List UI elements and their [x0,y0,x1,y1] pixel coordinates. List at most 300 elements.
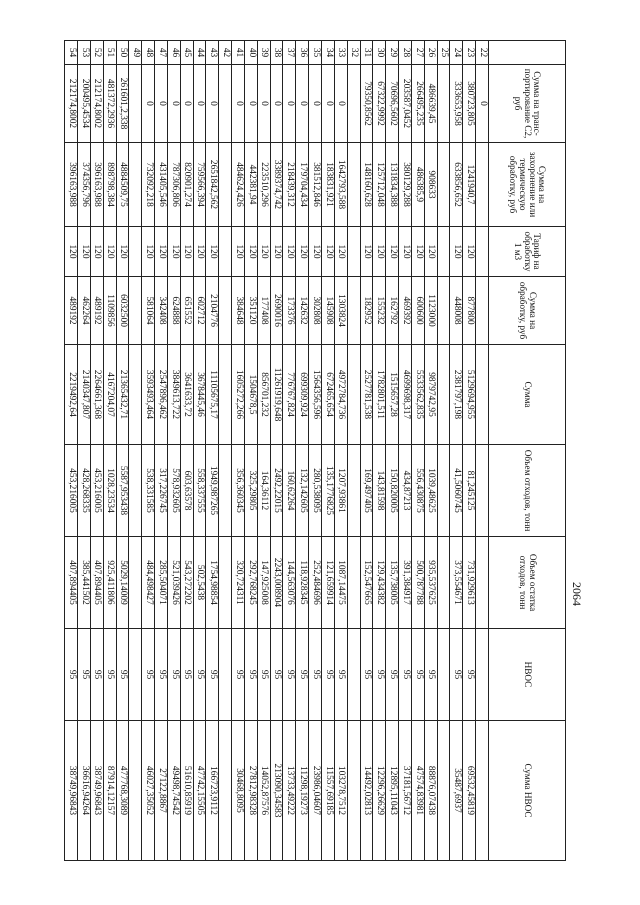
cell-total-sum: 1605272,266 [232,345,245,445]
cell-transport-sum: 0 [296,65,309,143]
cell-transport-sum: 0 [270,65,283,143]
cell-processing-sum: 2104776 [206,277,219,345]
cell-tariff: 120 [373,227,386,277]
header-row-number [489,41,566,65]
cell-residue-volume: 118,928345 [296,537,309,629]
cell-row-number: 34 [322,41,335,65]
cell-nvos: 95 [411,629,424,721]
cell-processing-sum: 602712 [193,277,206,345]
cell-nvos: 95 [283,629,296,721]
cell-nvos-sum: 477768,3089 [116,721,129,861]
cell-nvos: 95 [103,629,116,721]
cell-processing-sum: 600600 [411,277,424,345]
cell-residue-volume: 2243,008904 [270,537,283,629]
cell-row-number: 38 [270,41,283,65]
cell-waste-volume: 603,63578 [180,445,193,537]
cell-total-sum [129,345,142,445]
cell-total-sum [476,345,489,445]
cell-row-number: 24 [450,41,463,65]
cell-residue-volume [219,537,232,629]
cell-waste-volume: 556,430875 [411,445,424,537]
cell-nvos-sum: 30468,8095 [232,721,245,861]
cell-nvos: 95 [322,629,335,721]
cell-burial-sum: 223510,296 [257,143,270,227]
cell-tariff: 120 [322,227,335,277]
cell-residue-volume: 1754,98854 [206,537,219,629]
cell-transport-sum: 0 [257,65,270,143]
cell-total-sum [437,345,450,445]
cell-nvos [347,629,360,721]
cell-processing-sum: 581064 [142,277,155,345]
table-row [424,41,437,861]
cell-nvos: 95 [232,629,245,721]
cell-residue-volume: 252,484696 [309,537,322,629]
cell-tariff: 120 [360,227,373,277]
cell-burial-sum: 908633 [424,143,437,227]
cell-row-number: 43 [206,41,219,65]
cell-burial-sum: 125712,048 [373,143,386,227]
cell-waste-volume: 143,81598 [373,445,386,537]
cell-burial-sum: 374356,796 [78,143,91,227]
cell-processing-sum [219,277,232,345]
cell-waste-volume [476,445,489,537]
header-burial-sum: Сумма на захоронение или термическую обработку, руб [489,143,566,227]
cell-row-number: 44 [193,41,206,65]
cell-processing-sum: 448008 [450,277,463,345]
cell-nvos: 95 [193,629,206,721]
cell-processing-sum: 351120 [244,277,257,345]
table-row [309,41,322,861]
cell-row-number: 52 [90,41,103,65]
cell-row-number: 47 [155,41,168,65]
cell-row-number: 39 [257,41,270,65]
table-row [283,41,296,861]
header-nvos: НВОС [489,629,566,721]
cell-row-number: 35 [309,41,322,65]
cell-transport-sum: 0 [193,65,206,143]
cell-processing-sum: 462264 [78,277,91,345]
cell-row-number: 53 [78,41,91,65]
cell-total-sum: 3593493,464 [142,345,155,445]
cell-residue-volume: 484,498427 [142,537,155,629]
cell-transport-sum: 0 [232,65,245,143]
cell-nvos [476,629,489,721]
cell-nvos-sum [219,721,232,861]
cell-total-sum [219,345,232,445]
cell-burial-sum: 442381,94 [244,143,257,227]
cell-transport-sum: 333653,958 [450,65,463,143]
cell-nvos: 95 [244,629,257,721]
table-row [244,41,257,861]
cell-nvos: 95 [309,629,322,721]
cell-row-number: 27 [411,41,424,65]
cell-row-number: 32 [347,41,360,65]
cell-nvos: 95 [399,629,412,721]
cell-row-number: 48 [142,41,155,65]
cell-total-sum: 2219492,64 [65,345,78,445]
header-nvos-sum: Сумма НВОС [489,721,566,861]
cell-nvos: 95 [296,629,309,721]
cell-transport-sum: 212174,8002 [90,65,103,143]
table-row [463,41,476,861]
cell-nvos-sum: 87914,12157 [103,721,116,861]
cell-total-sum: 1564356,596 [309,345,322,445]
cell-total-sum: 4972784,736 [334,345,347,445]
cell-total-sum: 1515657,28 [386,345,399,445]
table-row [167,41,180,861]
table-row [65,41,78,861]
cell-burial-sum: 732092,218 [142,143,155,227]
cell-row-number: 33 [334,41,347,65]
cell-processing-sum: 302808 [309,277,322,345]
cell-waste-volume: 81,245125 [463,445,476,537]
cell-residue-volume: 292,768245 [244,537,257,629]
table-body [65,41,489,861]
cell-transport-sum: 0 [476,65,489,143]
cell-processing-sum: 1123000 [424,277,437,345]
cell-waste-volume: 317,226745 [155,445,168,537]
cell-processing-sum: 1303824 [334,277,347,345]
cell-waste-volume: 578,932605 [167,445,180,537]
cell-total-sum: 21365432,71 [116,345,129,445]
cell-total-sum: 5533562,835 [411,345,424,445]
cell-transport-sum: 481372,2936 [103,65,116,143]
table-row [232,41,245,861]
cell-total-sum: 1504678,5 [244,345,257,445]
cell-burial-sum [219,143,232,227]
table-row [411,41,424,861]
cell-row-number: 26 [424,41,437,65]
cell-transport-sum: 0 [167,65,180,143]
cell-burial-sum: 179704,434 [296,143,309,227]
cell-residue-volume: 144,563076 [283,537,296,629]
cell-waste-volume: 325,29805 [244,445,257,537]
cell-waste-volume: 135,1776825 [322,445,335,537]
cell-total-sum: 3849613,722 [167,345,180,445]
cell-residue-volume [347,537,360,629]
cell-nvos: 95 [424,629,437,721]
cell-processing-sum: 489192 [90,277,103,345]
cell-burial-sum [129,143,142,227]
cell-tariff: 120 [244,227,257,277]
cell-waste-volume: 164,36112 [257,445,270,537]
table-header-row [489,41,566,861]
cell-tariff [129,227,142,277]
cell-row-number: 30 [373,41,386,65]
cell-nvos-sum: 69532,45819 [463,721,476,861]
cell-residue-volume: 129,434382 [373,537,386,629]
cell-transport-sum: 0 [244,65,257,143]
cell-transport-sum: 266495,235 [411,65,424,143]
cell-tariff: 120 [90,227,103,277]
cell-nvos: 95 [270,629,283,721]
cell-transport-sum: 0 [180,65,193,143]
cell-waste-volume: 5587,953438 [116,445,129,537]
cell-transport-sum: 380723,805 [463,65,476,143]
cell-nvos [437,629,450,721]
cell-waste-volume: 41,5060745 [450,445,463,537]
cell-waste-volume: 428,268335 [78,445,91,537]
cell-nvos: 95 [116,629,129,721]
cell-nvos-sum: 13733,49222 [283,721,296,861]
cell-residue-volume: 407,894405 [90,537,103,629]
cell-waste-volume: 280,538095 [309,445,322,537]
cell-transport-sum: 79350,8562 [360,65,373,143]
table-row [78,41,91,861]
header-transport-sum: Сумма на транс- портирование С2, руб [489,65,566,143]
cell-waste-volume: 2492,22015 [270,445,283,537]
cell-burial-sum: 759566,394 [193,143,206,227]
cell-nvos: 95 [257,629,270,721]
cell-processing-sum: 145908 [322,277,335,345]
cell-waste-volume: 169,497405 [360,445,373,537]
page-number: 2064 [570,582,584,606]
cell-row-number: 40 [244,41,257,65]
cell-nvos-sum: 47742,15505 [193,721,206,861]
cell-residue-volume: 121,659914 [322,537,335,629]
cell-tariff: 120 [180,227,193,277]
cell-waste-volume [437,445,450,537]
cell-nvos: 95 [65,629,78,721]
cell-nvos-sum: 213090,34583 [270,721,283,861]
cell-burial-sum [437,143,450,227]
table-row [142,41,155,861]
table-row [193,41,206,861]
cell-tariff: 120 [103,227,116,277]
cell-tariff: 120 [463,227,476,277]
cell-row-number: 23 [463,41,476,65]
cell-processing-sum: 877800 [463,277,476,345]
cell-nvos-sum: 103278,7512 [334,721,347,861]
cell-nvos-sum [129,721,142,861]
cell-nvos: 95 [206,629,219,721]
cell-nvos-sum: 51610,85919 [180,721,193,861]
cell-total-sum: 2547896,462 [155,345,168,445]
cell-burial-sum: 1241940,7 [463,143,476,227]
table-row [334,41,347,861]
cell-waste-volume: 1028,23534 [103,445,116,537]
cell-row-number: 31 [360,41,373,65]
cell-waste-volume: 453,216005 [65,445,78,537]
cell-nvos-sum: 37181,56712 [399,721,412,861]
table-row [116,41,129,861]
cell-total-sum: 9879742,95 [424,345,437,445]
cell-burial-sum: 486385,9 [411,143,424,227]
cell-waste-volume: 1039,48625 [424,445,437,537]
cell-waste-volume: 1207,93861 [334,445,347,537]
cell-row-number: 22 [476,41,489,65]
cell-burial-sum: 396163,988 [90,143,103,227]
cell-transport-sum: 0 [155,65,168,143]
cell-processing-sum: 142632 [296,277,309,345]
cell-nvos-sum: 11298,19273 [296,721,309,861]
cell-processing-sum: 469392 [399,277,412,345]
cell-total-sum: 699309,924 [296,345,309,445]
cell-nvos: 95 [463,629,476,721]
cell-total-sum: 3641633,72 [180,345,193,445]
cell-burial-sum: 431405,546 [155,143,168,227]
cell-nvos-sum [437,721,450,861]
cell-nvos-sum: 12296,26629 [373,721,386,861]
cell-nvos: 95 [450,629,463,721]
cell-tariff: 120 [283,227,296,277]
cell-nvos: 95 [360,629,373,721]
cell-nvos-sum: 11557,69185 [322,721,335,861]
cell-tariff: 120 [334,227,347,277]
table-row [270,41,283,861]
cell-nvos-sum: 35487,6937 [450,721,463,861]
table-row [103,41,116,861]
cell-residue-volume: 521,039426 [167,537,180,629]
cell-nvos-sum: 14052,87576 [257,721,270,861]
cell-waste-volume: 1949,987265 [206,445,219,537]
table-row [399,41,412,861]
cell-tariff [437,227,450,277]
header-processing-sum: Сумма на обработку, руб [489,277,566,345]
cell-processing-sum: 2690016 [270,277,283,345]
cell-burial-sum: 380129,288 [399,143,412,227]
cell-tariff: 120 [155,227,168,277]
cell-residue-volume: 935,537625 [424,537,437,629]
cell-processing-sum [437,277,450,345]
table-row [219,41,232,861]
cell-total-sum: 2527781,538 [360,345,373,445]
cell-transport-sum [437,65,450,143]
cell-burial-sum: 381512,846 [309,143,322,227]
cell-residue-volume: 543,272202 [180,537,193,629]
rotated-table-container [64,40,566,860]
cell-row-number: 51 [103,41,116,65]
cell-transport-sum: 0 [142,65,155,143]
cell-burial-sum: 4884509,75 [116,143,129,227]
cell-nvos: 95 [142,629,155,721]
table-row [386,41,399,861]
cell-waste-volume [129,445,142,537]
cell-residue-volume: 925,411806 [103,537,116,629]
cell-residue-volume: 285,504071 [155,537,168,629]
cell-tariff: 120 [399,227,412,277]
cell-residue-volume: 320,724311 [232,537,245,629]
cell-tariff: 120 [450,227,463,277]
cell-processing-sum: 182952 [360,277,373,345]
cell-waste-volume: 453,216005 [90,445,103,537]
cell-burial-sum: 633856,652 [450,143,463,227]
cell-processing-sum: 162792 [386,277,399,345]
cell-residue-volume: 1087,14475 [334,537,347,629]
cell-nvos: 95 [386,629,399,721]
cell-tariff: 120 [206,227,219,277]
cell-nvos: 95 [155,629,168,721]
table-row [257,41,270,861]
cell-total-sum: 856701,232 [257,345,270,445]
cell-nvos-sum [476,721,489,861]
cell-tariff: 120 [116,227,129,277]
cell-waste-volume: 434,87213 [399,445,412,537]
cell-row-number: 54 [65,41,78,65]
cell-row-number: 49 [129,41,142,65]
cell-transport-sum: 0 [206,65,219,143]
cell-total-sum: 2381797,198 [450,345,463,445]
header-waste-volume: Объем отходов, тонн [489,445,566,537]
cell-transport-sum [219,65,232,143]
cell-processing-sum: 651552 [180,277,193,345]
cell-row-number: 50 [116,41,129,65]
cell-processing-sum: 624888 [167,277,180,345]
cell-residue-volume: 385,441502 [78,537,91,629]
cell-total-sum: 11105675,17 [206,345,219,445]
cell-waste-volume: 356,360345 [232,445,245,537]
cell-waste-volume: 132,142605 [296,445,309,537]
cell-tariff: 120 [411,227,424,277]
cell-tariff [219,227,232,277]
cell-transport-sum: 261601,2,338 [116,65,129,143]
cell-processing-sum: 6032500 [116,277,129,345]
cell-transport-sum: 0 [309,65,322,143]
cell-nvos-sum: 14492,02813 [360,721,373,861]
cell-burial-sum: 484624,426 [232,143,245,227]
cell-total-sum: 776767,824 [283,345,296,445]
cell-burial-sum: 2651842,562 [206,143,219,227]
table-row [129,41,142,861]
cell-residue-volume: 5029,14009 [116,537,129,629]
cell-burial-sum: 218439,312 [283,143,296,227]
cell-nvos-sum: 38749,96843 [65,721,78,861]
cell-waste-volume: 160,62264 [283,445,296,537]
cell-burial-sum: 1642793,588 [334,143,347,227]
cell-residue-volume: 500,787788 [411,537,424,629]
cell-nvos: 95 [334,629,347,721]
cell-nvos-sum: 23986,04607 [309,721,322,861]
cell-tariff: 120 [386,227,399,277]
cell-tariff: 120 [270,227,283,277]
cell-row-number: 25 [437,41,450,65]
cell-waste-volume: 150,820005 [386,445,399,537]
cell-tariff [347,227,360,277]
cell-transport-sum: 212174,8002 [65,65,78,143]
cell-row-number: 46 [167,41,180,65]
cell-nvos: 95 [180,629,193,721]
cell-residue-volume: 391,384917 [399,537,412,629]
cell-burial-sum [476,143,489,227]
cell-nvos: 95 [373,629,386,721]
cell-total-sum: 2264661,368 [90,345,103,445]
cell-row-number: 37 [283,41,296,65]
cell-row-number: 41 [232,41,245,65]
cell-processing-sum [129,277,142,345]
header-total-sum: Сумма [489,345,566,445]
cell-residue-volume [129,537,142,629]
cell-transport-sum: 0 [322,65,335,143]
cell-burial-sum: 183831,921 [322,143,335,227]
cell-processing-sum: 384648 [232,277,245,345]
cell-total-sum: 2140347,807 [78,345,91,445]
cell-processing-sum [476,277,489,345]
cell-nvos-sum [347,721,360,861]
cell-row-number: 36 [296,41,309,65]
cell-burial-sum: 820901,274 [180,143,193,227]
table-row [373,41,386,861]
cell-transport-sum: 200495,4534 [78,65,91,143]
table-row [296,41,309,861]
cell-nvos-sum: 27812,98328 [244,721,257,861]
cell-nvos-sum: 36616,94264 [78,721,91,861]
cell-tariff: 120 [193,227,206,277]
header-tariff: Тариф на обработку 1 м3 [489,227,566,277]
cell-waste-volume [219,445,232,537]
cell-residue-volume: 731,929613 [463,537,476,629]
cell-burial-sum: 131834,388 [386,143,399,227]
cell-waste-volume: 558,337555 [193,445,206,537]
